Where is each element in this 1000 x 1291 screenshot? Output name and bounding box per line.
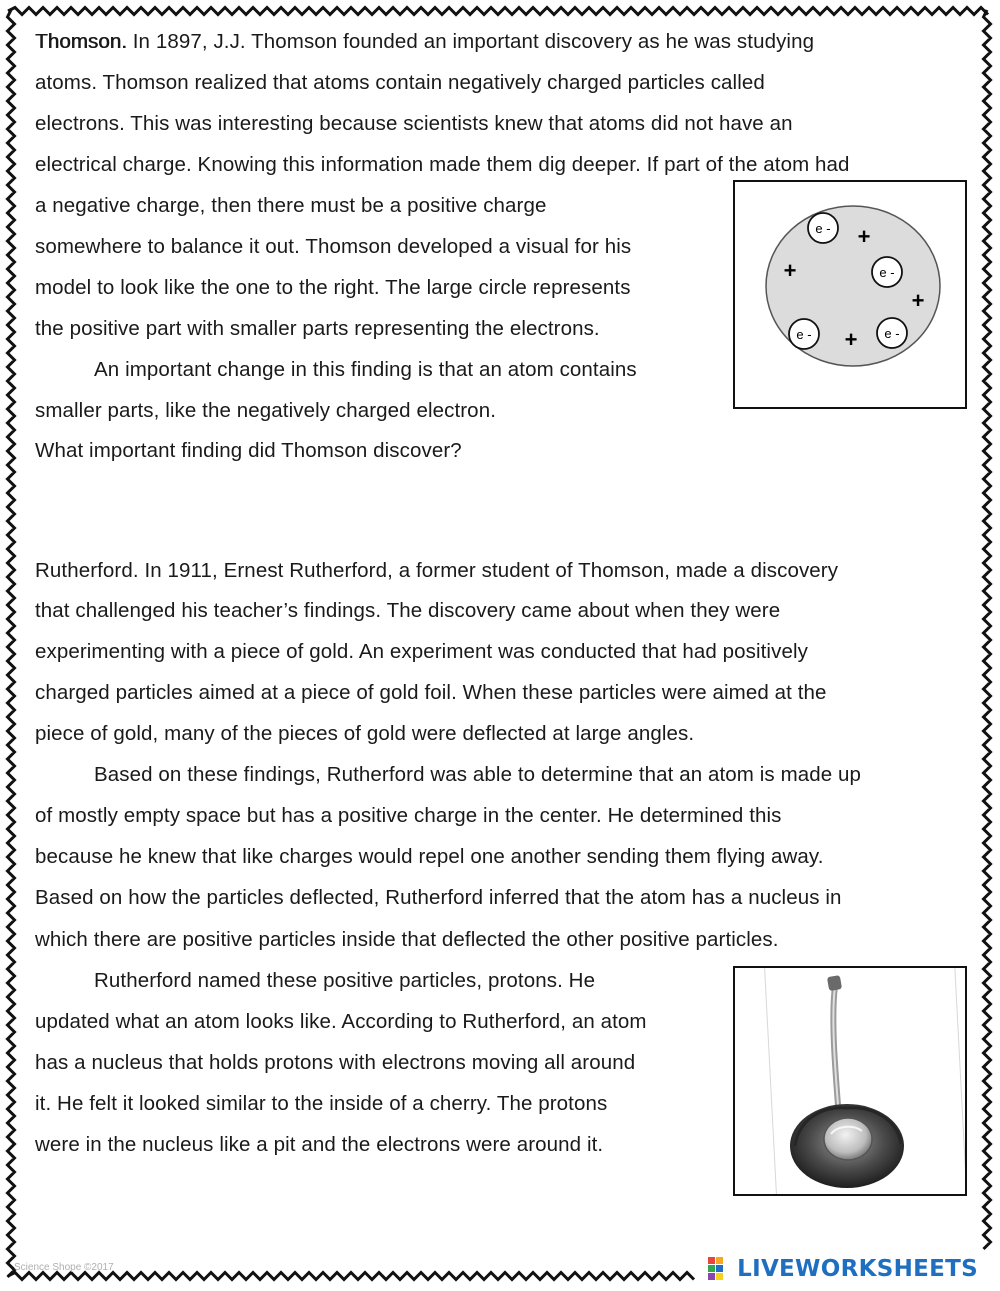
electron-1-label: e - <box>815 221 831 236</box>
electron-3 <box>789 319 819 349</box>
thomson-line-6: somewhere to balance it out. Thomson developed a visual for his <box>35 235 632 258</box>
electron-4 <box>877 318 907 348</box>
thomson-line-7: model to look like the one to the right. The large circle represents <box>35 276 631 299</box>
rutherford-line-4: charged particles aimed at a piece of gold foil. When these particles were aimed at the <box>35 681 827 704</box>
rutherford-line-1: Rutherford. In 1911, Ernest Rutherford, a former student of Thomson, made a discovery <box>35 559 839 582</box>
rutherford-line-8: because he knew that like charges would repel one another sending them flying away. <box>35 845 824 868</box>
liveworksheets-logo[interactable] <box>707 1254 978 1284</box>
thomson-line-2: atoms. Thomson realized that atoms contain negatively charged particles called <box>35 71 765 94</box>
electron-4-label: e - <box>884 326 900 341</box>
rutherford-line-3: experimenting with a piece of gold. An experiment was conducted that had positively <box>35 640 808 663</box>
thomson-line-1 <box>35 30 814 54</box>
thomson-line-3: electrons. This was interesting because scientists knew that atoms did not have an <box>35 112 793 135</box>
rutherford-line-12: updated what an atom looks like. According to Rutherford, an atom <box>35 1010 647 1033</box>
proton-plus-3: + <box>911 288 925 313</box>
copyright-text: Science Shope ©2017 <box>14 1262 114 1273</box>
rutherford-line-11: Rutherford named these positive particles, protons. He <box>94 969 596 992</box>
electron-2 <box>872 257 902 287</box>
electron-2-label: e - <box>879 265 895 280</box>
thomson-heading: Thomson. <box>35 30 127 53</box>
proton-plus-4: + <box>844 327 858 352</box>
cherry-image-box <box>733 966 967 1196</box>
electron-1 <box>808 213 838 243</box>
electron-3-label: e - <box>796 327 812 342</box>
proton-plus-2: + <box>783 258 797 283</box>
thomson-line-10: smaller parts, like the negatively charged electron. <box>35 399 496 422</box>
cherry-pit <box>824 1118 872 1160</box>
thomson-model-box <box>733 180 967 409</box>
proton-plus-1: + <box>857 224 871 249</box>
rutherford-line-5: piece of gold, many of the pieces of gold were deflected at large angles. <box>35 722 695 745</box>
thomson-line-1-text: In 1897, J.J. Thomson founded an important discovery as he was studying <box>132 30 815 53</box>
rutherford-line-9: Based on how the particles deflected, Rutherford inferred that the atom has a nucleus in <box>35 886 842 909</box>
thomson-line-4: electrical charge. Knowing this information made them dig deeper. If part of the atom had <box>35 153 850 176</box>
rutherford-line-7: of mostly empty space but has a positive charge in the center. He determined this <box>35 804 782 827</box>
rutherford-line-10: which there are positive particles inside that deflected the other positive particles. <box>35 928 779 951</box>
thomson-question: What important finding did Thomson discover? <box>35 439 462 462</box>
plum-pudding-model-diagram <box>735 182 965 407</box>
rutherford-line-15: were in the nucleus like a pit and the electrons were around it. <box>35 1133 604 1156</box>
thomson-line-8: the positive part with smaller parts representing the electrons. <box>35 317 600 340</box>
thomson-line-5: a negative charge, then there must be a positive charge <box>35 194 547 217</box>
rutherford-line-13: has a nucleus that holds protons with electrons moving all around <box>35 1051 636 1074</box>
rutherford-line-6: Based on these findings, Rutherford was able to determine that an atom is made up <box>94 763 862 786</box>
liveworksheets-logo-icon <box>707 1256 733 1282</box>
liveworksheets-brand-text: LIVEWORKSHEETS <box>737 1256 978 1282</box>
cherry-illustration <box>735 968 965 1194</box>
thomson-line-9: An important change in this finding is that an atom contains <box>94 358 637 381</box>
rutherford-line-14: it. He felt it looked similar to the inside of a cherry. The protons <box>35 1092 608 1115</box>
rutherford-line-2: that challenged his teacher’s findings. The discovery came about when they were <box>35 599 781 622</box>
